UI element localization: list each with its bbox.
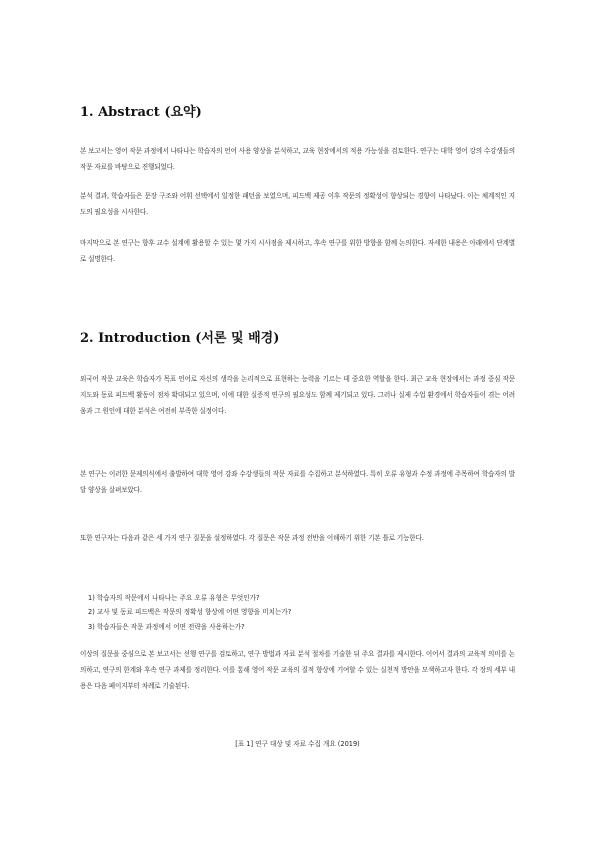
list-item: 1) 학습자의 작문에서 나타나는 주요 오류 유형은 무엇인가? (88, 594, 260, 602)
list-item: 2) 교사 및 동료 피드백은 작문의 정확성 향상에 어떤 영향을 미치는가? (88, 608, 292, 616)
abstract-paragraph-1: 본 보고서는 영어 작문 과정에서 나타나는 학습자의 언어 사용 양상을 분석하고, 교육 현장에서의 적용 가능성을 검토한다. 연구는 대학 영어 강의 수강생들의 작문 자료를 바탕으로 진행되었다. (80, 147, 515, 171)
list-item: 3) 학습자들은 작문 과정에서 어떤 전략을 사용하는가? (88, 623, 245, 631)
table-caption: [표 1] 연구 대상 및 자료 수집 개요 (2019) (235, 740, 360, 748)
abstract-paragraph-3: 마지막으로 본 연구는 향후 교수 설계에 활용할 수 있는 몇 가지 시사점을 제시하고, 후속 연구를 위한 방향을 함께 논의한다. 자세한 내용은 아래에서 단계별로 설명한다. (80, 239, 515, 263)
section-heading-introduction: 2. Introduction (서론 및 배경) (80, 331, 280, 346)
abstract-paragraph-2: 분석 결과, 학습자들은 문장 구조와 어휘 선택에서 일정한 패턴을 보였으며, 피드백 제공 이후 작문의 정확성이 향상되는 경향이 나타났다. 이는 체계적인 지도의 필요성을 시사한다. (80, 192, 515, 216)
intro-paragraph-1: 외국어 작문 교육은 학습자가 목표 언어로 자신의 생각을 논리적으로 표현하는 능력을 기르는 데 중요한 역할을 한다. 최근 교육 현장에서는 과정 중심 작문 지도와 동료 피드백 활동이 점차 확대되고 있으며, 이에 대한 실증적 연구의 필요성도 함께 제기되고 있다. 그러나 실제 수업 환경에서 학습자들이 겪는 어려움과 그 원인에 대한 분석은 여전히 부족한 실정이다. (80, 375, 515, 415)
intro-paragraph-2: 본 연구는 이러한 문제의식에서 출발하여 대학 영어 강좌 수강생들의 작문 자료를 수집하고 분석하였다. 특히 오류 유형과 수정 과정에 주목하여 학습자의 발달 양상을 살펴보았다. (80, 470, 515, 494)
section-heading-abstract: 1. Abstract (요약) (80, 105, 202, 120)
intro-paragraph-3: 또한 연구자는 다음과 같은 세 가지 연구 질문을 설정하였다. 각 질문은 작문 과정 전반을 이해하기 위한 기본 틀로 기능한다. (80, 534, 424, 542)
intro-closing-paragraph: 이상의 질문을 중심으로 본 보고서는 선행 연구를 검토하고, 연구 방법과 자료 분석 절차를 기술한 뒤 주요 결과를 제시한다. 이어서 결과의 교육적 의미를 논의하고, 연구의 한계와 후속 연구 과제를 정리한다. 이를 통해 영어 작문 교육의 질적 향상에 기여할 수 있는 실천적 방안을 모색하고자 한다. 각 장의 세부 내용은 다음 페이지부터 차례로 기술된다. (80, 650, 515, 690)
